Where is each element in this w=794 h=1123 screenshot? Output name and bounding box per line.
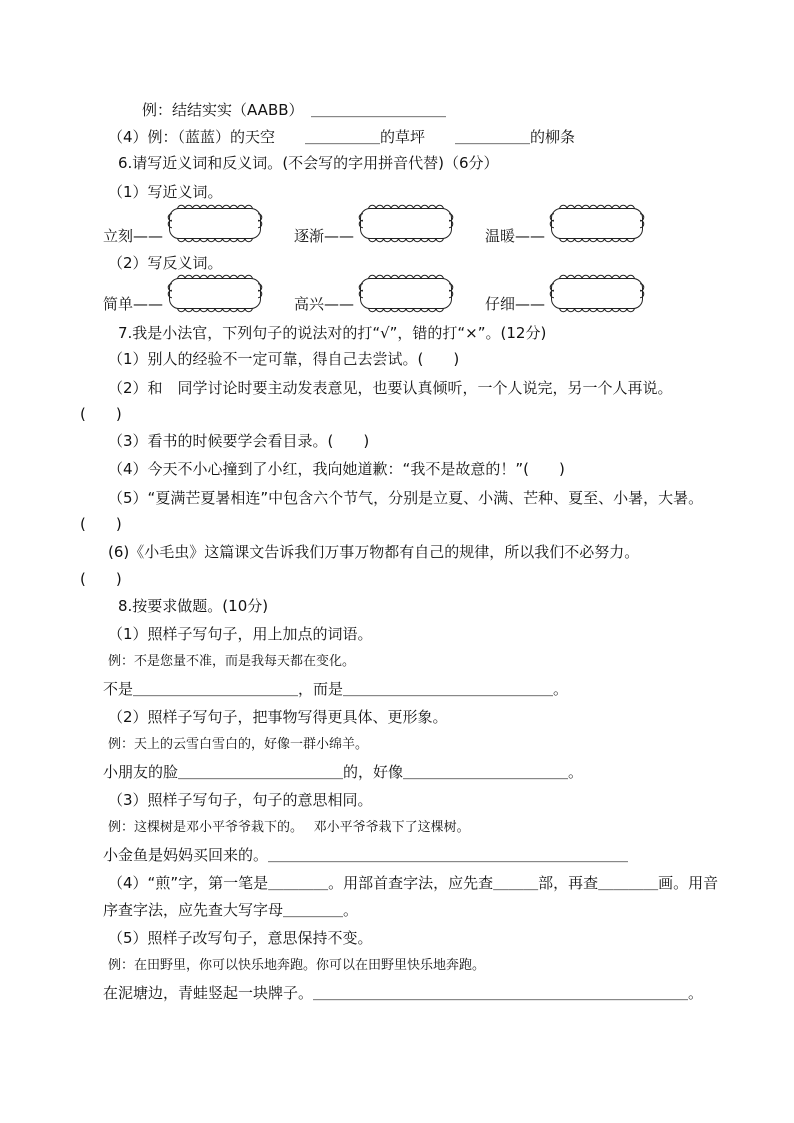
antonym-word-1: 简单—— [103, 295, 164, 313]
synonym-word-3: 温暖—— [485, 227, 546, 245]
cloud-outline-icon [361, 209, 451, 238]
q8-part1-answer[interactable]: 不是＿＿＿＿＿＿＿＿＿＿＿，而是＿＿＿＿＿＿＿＿＿＿＿＿＿＿。 [103, 680, 569, 698]
q8-part3-instruction: （3）照样子写句子，句子的意思相同。 [108, 791, 373, 809]
q7-item-1: （1）别人的经验不一定可靠，得自己去尝试。( ) [108, 350, 460, 368]
cloud-outline-icon [170, 279, 260, 308]
q7-item-5: （5）“夏满芒夏暑相连”中包含六个节气，分别是立夏、小满、芒种、夏至、小暑，大暑。 [108, 489, 704, 507]
question-8-title: 8.按要求做题。(10分) [118, 597, 269, 615]
q8-part2-answer[interactable]: 小朋友的脸＿＿＿＿＿＿＿＿＿＿＿的，好像＿＿＿＿＿＿＿＿＿＿＿。 [103, 763, 584, 781]
q8-part2-instruction: （2）照样子写句子，把事物写得更具体、更形象。 [108, 708, 448, 726]
synonym-word-1: 立刻—— [103, 227, 164, 245]
q8-part3-example: 例：这棵树是邓小平爷爷栽下的。 邓小平爷爷栽下了这棵树。 [108, 820, 470, 835]
q7-item-6: (6)《小毛虫》这篇课文告诉我们万事万物都有自己的规律，所以我们不必努力。 [108, 543, 640, 561]
q8-part3-answer[interactable]: 小金鱼是妈妈买回来的。＿＿＿＿＿＿＿＿＿＿＿＿＿＿＿＿＿＿＿＿＿＿＿＿ [103, 846, 629, 864]
q7-item-2: （2）和 同学讨论时要主动发表意见，也要认真倾听，一个人说完，另一个人再说。 [108, 379, 673, 397]
q8-part1-instruction: （1）照样子写句子，用上加点的词语。 [108, 625, 373, 643]
q7-item-6-answer[interactable]: ( ) [80, 570, 122, 588]
q8-part1-example: 例：不是您量不准，而是我每天都在变化。 [108, 654, 356, 669]
antonym-word-3: 仔细—— [485, 295, 546, 313]
antonym-answer-box-2[interactable] [360, 278, 452, 309]
antonym-answer-box-3[interactable] [551, 278, 643, 309]
q8-part4-question-cont: 序查字法，应先查大写字母＿＿＿＿。 [103, 901, 359, 919]
question-7-title: 7.我是小法官，下列句子的说法对的打“√”，错的打“×”。(12分) [118, 324, 547, 342]
example-aabb: 例：结结实实（AABB） ＿＿＿＿＿＿＿＿＿ [142, 101, 447, 119]
synonym-answer-box-3[interactable] [551, 208, 643, 239]
cloud-outline-icon [170, 209, 260, 238]
q8-part4-question: （4）“煎”字，第一笔是＿＿＿＿。用部首查字法，应先查＿＿＿部，再查＿＿＿＿画。用音 [108, 874, 719, 892]
cloud-outline-icon [361, 279, 451, 308]
q7-item-2-answer[interactable]: ( ) [80, 405, 122, 423]
q8-part5-example: 例：在田野里，你可以快乐地奔跑。你可以在田野里快乐地奔跑。 [108, 958, 486, 973]
antonym-answer-box-1[interactable] [169, 278, 261, 309]
cloud-outline-icon [552, 209, 642, 238]
cloud-outline-icon [552, 279, 642, 308]
q6-part1-label: （1）写近义词。 [108, 183, 223, 201]
synonym-answer-box-1[interactable] [169, 208, 261, 239]
q8-part5-answer[interactable]: 在泥塘边，青蛙竖起一块牌子。＿＿＿＿＿＿＿＿＿＿＿＿＿＿＿＿＿＿＿＿＿＿＿＿＿。 [103, 984, 704, 1002]
q8-part5-instruction: （5）照样子改写句子，意思保持不变。 [108, 929, 373, 947]
antonym-word-2: 高兴—— [294, 295, 355, 313]
synonym-answer-box-2[interactable] [360, 208, 452, 239]
question-6-title: 6.请写近义词和反义词。(不会写的字用拼音代替)（6分） [118, 154, 499, 172]
q8-part2-example: 例：天上的云雪白雪白的，好像一群小绵羊。 [108, 737, 369, 752]
q6-part2-label: （2）写反义词。 [108, 254, 223, 272]
synonym-word-2: 逐渐—— [294, 227, 355, 245]
q7-item-4: （4）今天不小心撞到了小红，我向她道歉：“我不是故意的！”( ) [108, 460, 565, 478]
item-4-example: （4）例：（蓝蓝）的天空 ＿＿＿＿＿的草坪 ＿＿＿＿＿的柳条 [108, 128, 576, 146]
q7-item-3: （3）看书的时候要学会看目录。( ) [108, 432, 370, 450]
q7-item-5-answer[interactable]: ( ) [80, 515, 122, 533]
